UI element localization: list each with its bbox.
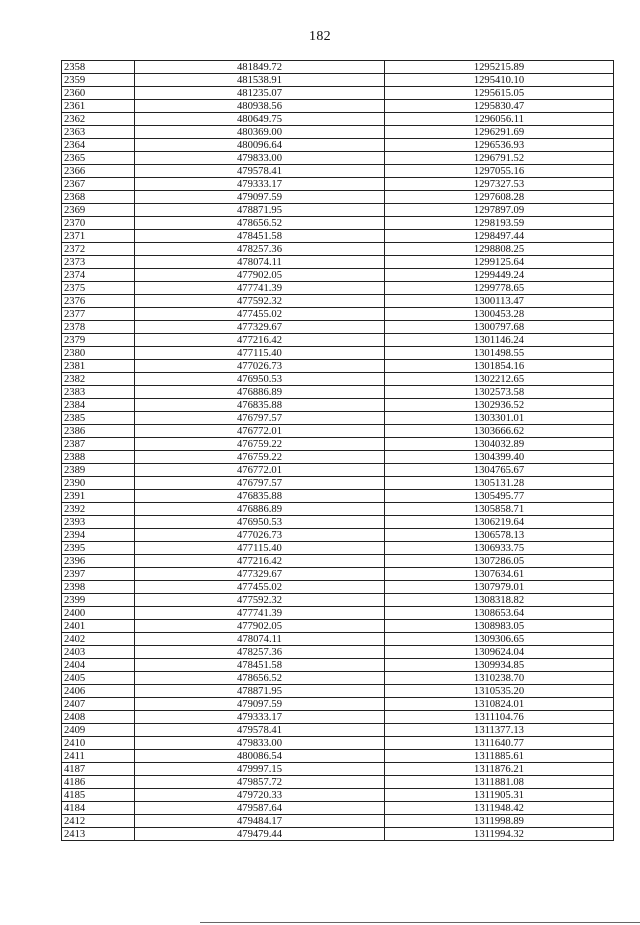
x-coordinate-cell: 480086.54 [135,750,385,763]
point-id-cell: 2382 [62,373,135,386]
table-row [62,282,614,295]
point-id-cell: 2375 [62,282,135,295]
y-coordinate-cell: 1301854.16 [385,360,614,373]
x-coordinate-cell: 479097.59 [135,698,385,711]
y-coordinate-cell: 1307634.61 [385,568,614,581]
y-coordinate-cell: 1296291.69 [385,126,614,139]
point-id-cell: 2400 [62,607,135,620]
point-id-cell: 2379 [62,334,135,347]
table-row [62,815,614,828]
table-row [62,87,614,100]
x-coordinate-cell: 481538.91 [135,74,385,87]
y-coordinate-cell: 1301498.55 [385,347,614,360]
point-id-cell: 2373 [62,256,135,269]
table-row [62,360,614,373]
x-coordinate-cell: 476772.01 [135,425,385,438]
y-coordinate-cell: 1297897.09 [385,204,614,217]
table-row [62,711,614,724]
x-coordinate-cell: 479578.41 [135,724,385,737]
table-row [62,113,614,126]
point-id-cell: 2372 [62,243,135,256]
point-id-cell: 2360 [62,87,135,100]
point-id-cell: 4184 [62,802,135,815]
x-coordinate-cell: 478257.36 [135,646,385,659]
x-coordinate-cell: 477455.02 [135,308,385,321]
point-id-cell: 2390 [62,477,135,490]
point-id-cell: 2368 [62,191,135,204]
point-id-cell: 2404 [62,659,135,672]
y-coordinate-cell: 1311876.21 [385,763,614,776]
y-coordinate-cell: 1295215.89 [385,61,614,74]
y-coordinate-cell: 1295615.05 [385,87,614,100]
x-coordinate-cell: 477216.42 [135,334,385,347]
page-number: 182 [309,29,331,44]
point-id-cell: 2359 [62,74,135,87]
point-id-cell: 2363 [62,126,135,139]
table-row [62,139,614,152]
y-coordinate-cell: 1311377.13 [385,724,614,737]
point-id-cell: 2409 [62,724,135,737]
x-coordinate-cell: 476835.88 [135,490,385,503]
y-coordinate-cell: 1303301.01 [385,412,614,425]
table-row [62,126,614,139]
point-id-cell: 4187 [62,763,135,776]
x-coordinate-cell: 477592.32 [135,295,385,308]
table-row [62,217,614,230]
table-row [62,438,614,451]
y-coordinate-cell: 1306578.13 [385,529,614,542]
y-coordinate-cell: 1308983.05 [385,620,614,633]
x-coordinate-cell: 478451.58 [135,230,385,243]
y-coordinate-cell: 1305858.71 [385,503,614,516]
table-row [62,256,614,269]
table-row [62,633,614,646]
point-id-cell: 2385 [62,412,135,425]
y-coordinate-cell: 1304032.89 [385,438,614,451]
y-coordinate-cell: 1302212.65 [385,373,614,386]
y-coordinate-cell: 1298808.25 [385,243,614,256]
table-row [62,685,614,698]
y-coordinate-cell: 1309624.04 [385,646,614,659]
x-coordinate-cell: 479333.17 [135,178,385,191]
point-id-cell: 2391 [62,490,135,503]
point-id-cell: 2405 [62,672,135,685]
x-coordinate-cell: 477329.67 [135,568,385,581]
table-row [62,555,614,568]
coordinates-table-body [62,61,614,841]
x-coordinate-cell: 477026.73 [135,529,385,542]
point-id-cell: 2370 [62,217,135,230]
table-row [62,451,614,464]
point-id-cell: 2393 [62,516,135,529]
point-id-cell: 2358 [62,61,135,74]
table-row [62,295,614,308]
table-row [62,802,614,815]
x-coordinate-cell: 479484.17 [135,815,385,828]
x-coordinate-cell: 480938.56 [135,100,385,113]
table-row [62,477,614,490]
table-row [62,191,614,204]
x-coordinate-cell: 476759.22 [135,438,385,451]
point-id-cell: 2381 [62,360,135,373]
point-id-cell: 2362 [62,113,135,126]
table-row [62,581,614,594]
y-coordinate-cell: 1297608.28 [385,191,614,204]
x-coordinate-cell: 476886.89 [135,386,385,399]
y-coordinate-cell: 1295410.10 [385,74,614,87]
table-row [62,620,614,633]
x-coordinate-cell: 479333.17 [135,711,385,724]
table-row [62,386,614,399]
y-coordinate-cell: 1296056.11 [385,113,614,126]
coordinates-table [61,60,614,841]
table-row [62,334,614,347]
y-coordinate-cell: 1311104.76 [385,711,614,724]
x-coordinate-cell: 477902.05 [135,269,385,282]
table-row [62,607,614,620]
point-id-cell: 2410 [62,737,135,750]
y-coordinate-cell: 1311881.08 [385,776,614,789]
table-row [62,737,614,750]
y-coordinate-cell: 1307286.05 [385,555,614,568]
y-coordinate-cell: 1311905.31 [385,789,614,802]
x-coordinate-cell: 478074.11 [135,256,385,269]
point-id-cell: 2389 [62,464,135,477]
y-coordinate-cell: 1311998.89 [385,815,614,828]
point-id-cell: 2376 [62,295,135,308]
x-coordinate-cell: 478257.36 [135,243,385,256]
x-coordinate-cell: 478656.52 [135,672,385,685]
point-id-cell: 2407 [62,698,135,711]
point-id-cell: 2365 [62,152,135,165]
y-coordinate-cell: 1311640.77 [385,737,614,750]
point-id-cell: 2401 [62,620,135,633]
table-row [62,74,614,87]
y-coordinate-cell: 1310238.70 [385,672,614,685]
point-id-cell: 2398 [62,581,135,594]
point-id-cell: 2361 [62,100,135,113]
y-coordinate-cell: 1296791.52 [385,152,614,165]
point-id-cell: 2380 [62,347,135,360]
table-row [62,464,614,477]
x-coordinate-cell: 477592.32 [135,594,385,607]
y-coordinate-cell: 1305495.77 [385,490,614,503]
x-coordinate-cell: 477329.67 [135,321,385,334]
x-coordinate-cell: 479857.72 [135,776,385,789]
x-coordinate-cell: 477115.40 [135,347,385,360]
page-bottom-rule [200,922,640,923]
y-coordinate-cell: 1309306.65 [385,633,614,646]
point-id-cell: 2403 [62,646,135,659]
x-coordinate-cell: 477216.42 [135,555,385,568]
point-id-cell: 2367 [62,178,135,191]
y-coordinate-cell: 1296536.93 [385,139,614,152]
x-coordinate-cell: 479097.59 [135,191,385,204]
x-coordinate-cell: 478451.58 [135,659,385,672]
x-coordinate-cell: 478871.95 [135,685,385,698]
point-id-cell: 2388 [62,451,135,464]
table-row [62,659,614,672]
x-coordinate-cell: 478074.11 [135,633,385,646]
x-coordinate-cell: 477455.02 [135,581,385,594]
y-coordinate-cell: 1299125.64 [385,256,614,269]
table-row [62,672,614,685]
point-id-cell: 2412 [62,815,135,828]
table-row [62,178,614,191]
x-coordinate-cell: 479720.33 [135,789,385,802]
y-coordinate-cell: 1300797.68 [385,321,614,334]
table-row [62,698,614,711]
table-row [62,204,614,217]
point-id-cell: 2395 [62,542,135,555]
point-id-cell: 2384 [62,399,135,412]
point-id-cell: 2413 [62,828,135,841]
point-id-cell: 4186 [62,776,135,789]
table-row [62,646,614,659]
table-row [62,594,614,607]
y-coordinate-cell: 1300453.28 [385,308,614,321]
point-id-cell: 2396 [62,555,135,568]
table-row [62,763,614,776]
y-coordinate-cell: 1310824.01 [385,698,614,711]
point-id-cell: 2377 [62,308,135,321]
table-row [62,776,614,789]
y-coordinate-cell: 1310535.20 [385,685,614,698]
table-row [62,399,614,412]
table-row [62,724,614,737]
table-row [62,165,614,178]
y-coordinate-cell: 1298497.44 [385,230,614,243]
table-row [62,373,614,386]
y-coordinate-cell: 1304765.67 [385,464,614,477]
point-id-cell: 2394 [62,529,135,542]
x-coordinate-cell: 476835.88 [135,399,385,412]
y-coordinate-cell: 1307979.01 [385,581,614,594]
table-row [62,750,614,763]
table-row [62,243,614,256]
y-coordinate-cell: 1306933.75 [385,542,614,555]
point-id-cell: 2366 [62,165,135,178]
y-coordinate-cell: 1299778.65 [385,282,614,295]
y-coordinate-cell: 1295830.47 [385,100,614,113]
x-coordinate-cell: 479833.00 [135,737,385,750]
y-coordinate-cell: 1308653.64 [385,607,614,620]
x-coordinate-cell: 479587.64 [135,802,385,815]
y-coordinate-cell: 1305131.28 [385,477,614,490]
x-coordinate-cell: 476886.89 [135,503,385,516]
table-row [62,152,614,165]
point-id-cell: 4185 [62,789,135,802]
y-coordinate-cell: 1297055.16 [385,165,614,178]
table-row [62,347,614,360]
table-row [62,568,614,581]
x-coordinate-cell: 479578.41 [135,165,385,178]
y-coordinate-cell: 1302936.52 [385,399,614,412]
y-coordinate-cell: 1302573.58 [385,386,614,399]
point-id-cell: 2399 [62,594,135,607]
x-coordinate-cell: 479997.15 [135,763,385,776]
y-coordinate-cell: 1298193.59 [385,217,614,230]
table-row [62,321,614,334]
table-row [62,100,614,113]
x-coordinate-cell: 480649.75 [135,113,385,126]
point-id-cell: 2402 [62,633,135,646]
point-id-cell: 2378 [62,321,135,334]
x-coordinate-cell: 476759.22 [135,451,385,464]
y-coordinate-cell: 1311994.32 [385,828,614,841]
table-row [62,503,614,516]
x-coordinate-cell: 476797.57 [135,477,385,490]
point-id-cell: 2371 [62,230,135,243]
point-id-cell: 2383 [62,386,135,399]
point-id-cell: 2374 [62,269,135,282]
x-coordinate-cell: 477115.40 [135,542,385,555]
table-row [62,61,614,74]
y-coordinate-cell: 1303666.62 [385,425,614,438]
x-coordinate-cell: 477741.39 [135,607,385,620]
table-row [62,789,614,802]
table-row [62,828,614,841]
x-coordinate-cell: 477741.39 [135,282,385,295]
table-row [62,230,614,243]
point-id-cell: 2406 [62,685,135,698]
x-coordinate-cell: 476797.57 [135,412,385,425]
x-coordinate-cell: 477026.73 [135,360,385,373]
x-coordinate-cell: 479479.44 [135,828,385,841]
x-coordinate-cell: 479833.00 [135,152,385,165]
table-row [62,529,614,542]
y-coordinate-cell: 1299449.24 [385,269,614,282]
x-coordinate-cell: 480369.00 [135,126,385,139]
x-coordinate-cell: 480096.64 [135,139,385,152]
x-coordinate-cell: 476950.53 [135,516,385,529]
point-id-cell: 2386 [62,425,135,438]
table-row [62,542,614,555]
y-coordinate-cell: 1304399.40 [385,451,614,464]
table-row [62,490,614,503]
y-coordinate-cell: 1311885.61 [385,750,614,763]
point-id-cell: 2387 [62,438,135,451]
y-coordinate-cell: 1308318.82 [385,594,614,607]
y-coordinate-cell: 1297327.53 [385,178,614,191]
y-coordinate-cell: 1300113.47 [385,295,614,308]
point-id-cell: 2397 [62,568,135,581]
x-coordinate-cell: 481849.72 [135,61,385,74]
table-row [62,425,614,438]
x-coordinate-cell: 476950.53 [135,373,385,386]
table-row [62,516,614,529]
x-coordinate-cell: 478871.95 [135,204,385,217]
x-coordinate-cell: 477902.05 [135,620,385,633]
y-coordinate-cell: 1306219.64 [385,516,614,529]
point-id-cell: 2411 [62,750,135,763]
y-coordinate-cell: 1311948.42 [385,802,614,815]
x-coordinate-cell: 481235.07 [135,87,385,100]
y-coordinate-cell: 1309934.85 [385,659,614,672]
point-id-cell: 2369 [62,204,135,217]
point-id-cell: 2392 [62,503,135,516]
y-coordinate-cell: 1301146.24 [385,334,614,347]
point-id-cell: 2408 [62,711,135,724]
table-row [62,308,614,321]
table-row [62,269,614,282]
x-coordinate-cell: 476772.01 [135,464,385,477]
x-coordinate-cell: 478656.52 [135,217,385,230]
point-id-cell: 2364 [62,139,135,152]
table-row [62,412,614,425]
